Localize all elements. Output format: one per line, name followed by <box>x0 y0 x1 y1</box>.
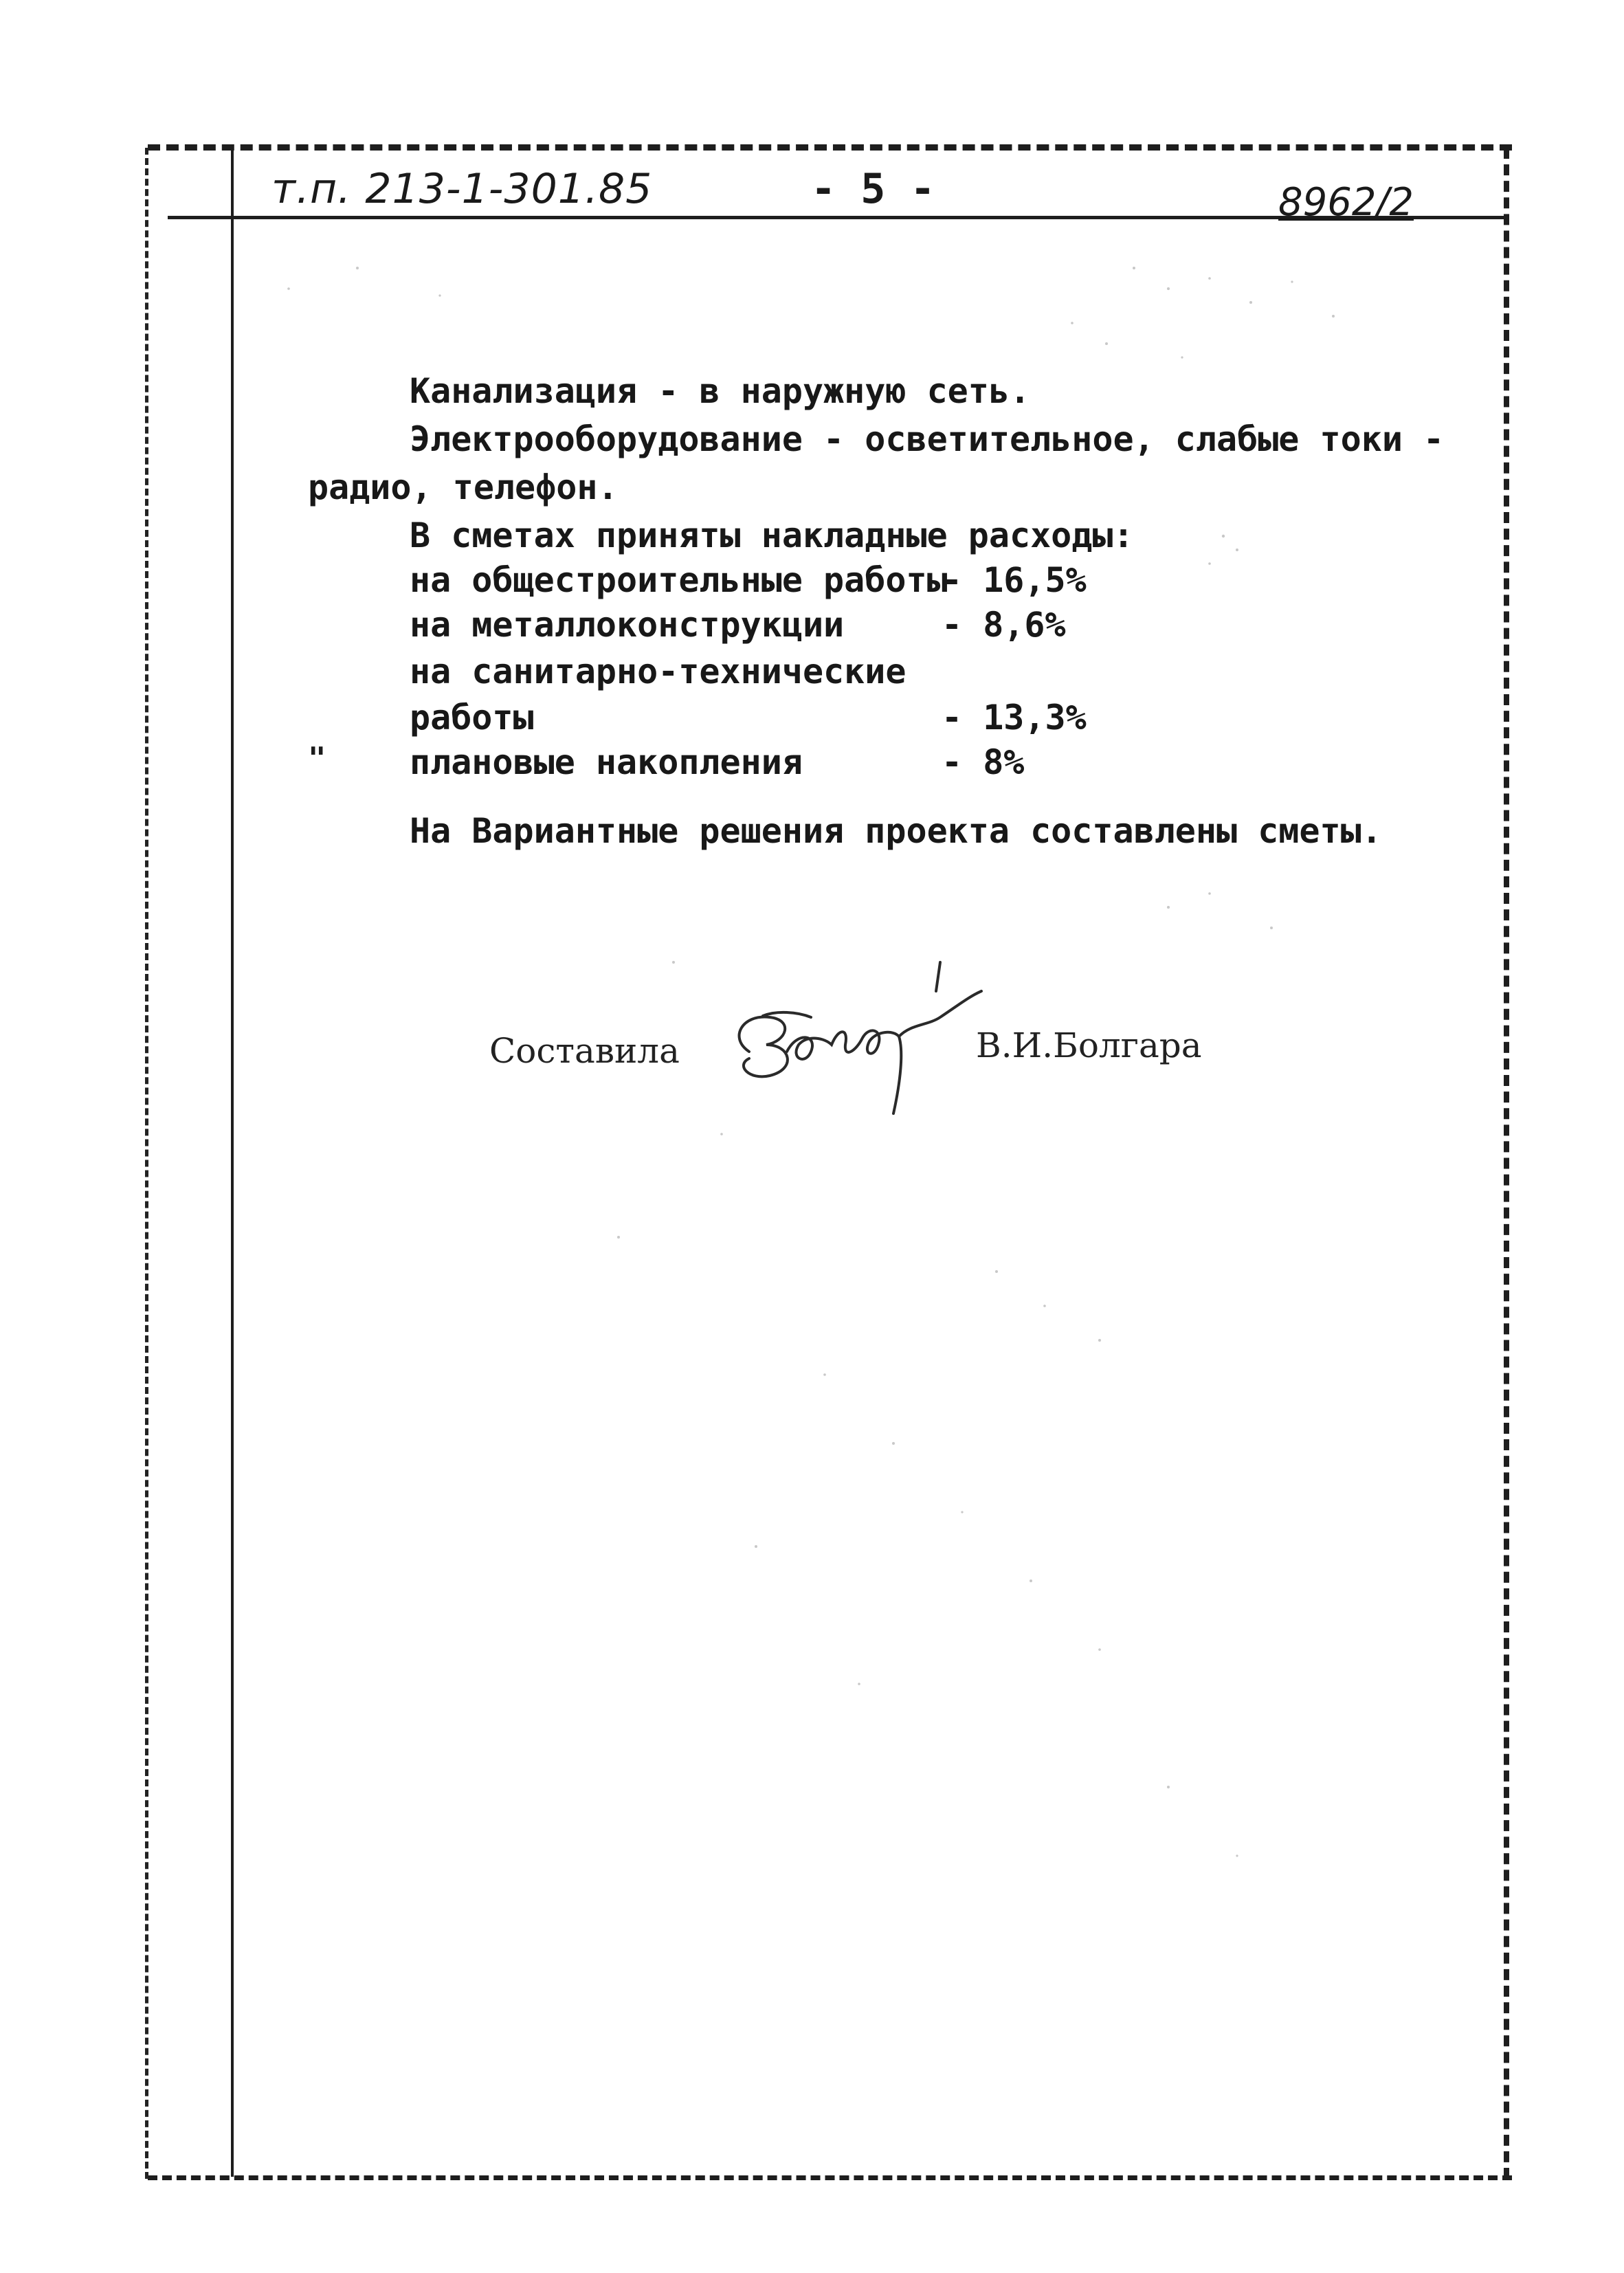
rate-label-sanitary: на санитарно-технические <box>410 652 906 691</box>
frame-left-border <box>145 148 148 2179</box>
frame-top-border <box>148 144 1512 151</box>
rate-label-general: на общестроительные работы <box>410 560 948 600</box>
electrical-line-2: радио, телефон. <box>308 467 619 507</box>
rate-value-sanitary: - 13,3% <box>942 698 1087 738</box>
rate-value-general: - 16,5% <box>942 560 1087 600</box>
rate-label-metal: на металлоконструкции <box>410 605 845 645</box>
sheet-id: 8962/2 <box>1278 180 1414 225</box>
signatory-name: В.И.Болгара <box>976 1025 1202 1065</box>
electrical-line-1: Электрооборудование - осветительное, слабые токи - <box>410 419 1445 459</box>
rate-label-sanitary-works: работы <box>410 698 534 738</box>
overheads-intro: В сметах приняты накладные расходы: <box>410 515 1134 555</box>
document-code: т.п. 213-1-301.85 <box>271 165 653 213</box>
rate-label-planned: плановые накопления <box>410 742 803 782</box>
binding-margin-line <box>231 146 234 2177</box>
signature-label: Составила <box>489 1031 680 1071</box>
variants-note: На Вариантные решения проекта составлены сметы. <box>410 811 1382 851</box>
page-number: - 5 - <box>811 165 935 213</box>
ditto-mark: " <box>308 741 326 776</box>
rate-value-planned: - 8% <box>942 742 1025 782</box>
frame-bottom-border <box>148 2175 1512 2180</box>
sewerage-line: Канализация - в наружную сеть. <box>410 371 1031 411</box>
frame-right-border <box>1504 148 1509 2179</box>
rate-value-metal: - 8,6% <box>942 605 1066 645</box>
